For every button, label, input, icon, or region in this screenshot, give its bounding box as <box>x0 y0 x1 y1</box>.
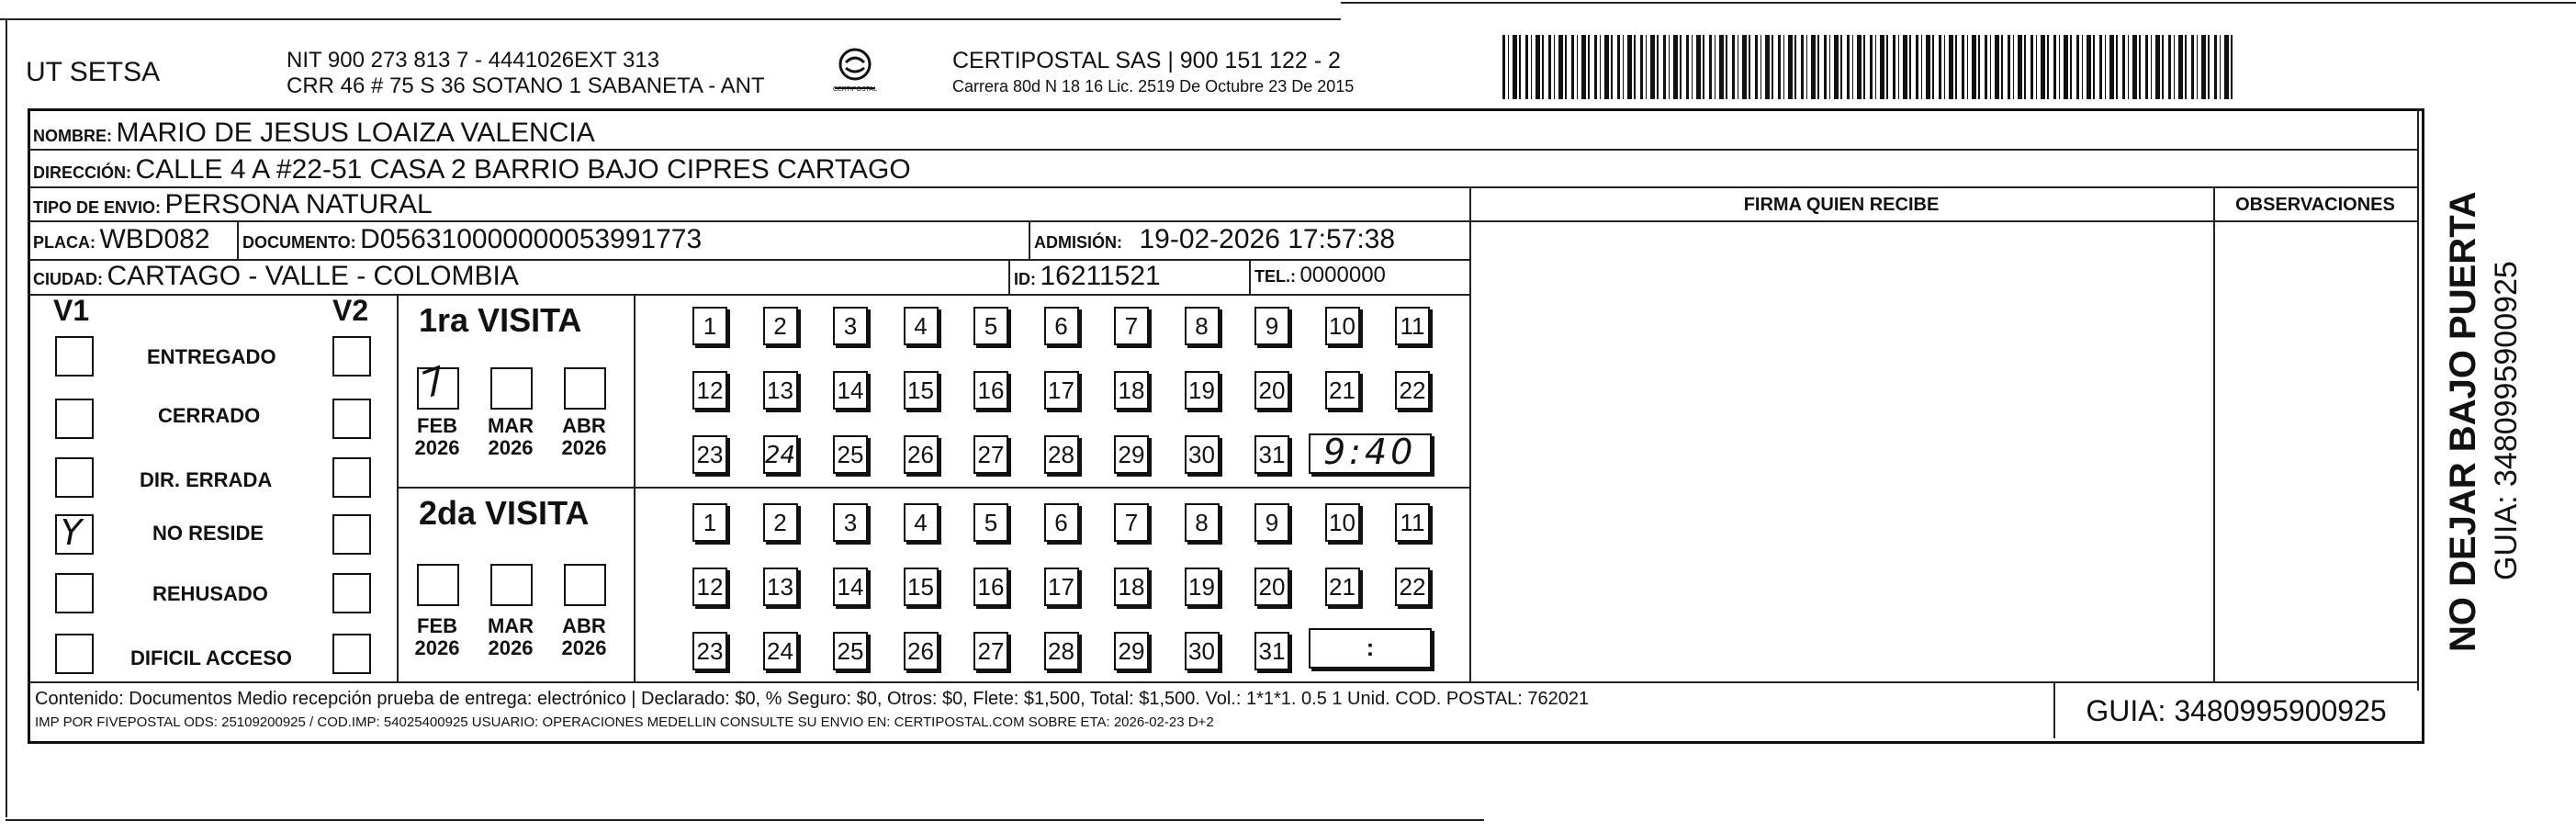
visit1-month-feb-label: FEB <box>417 414 457 437</box>
admision-divider <box>1029 220 1030 259</box>
visit2-day-17[interactable]: 17 <box>1044 568 1079 606</box>
address-line: CRR 46 # 75 S 36 SOTANO 1 SABANETA - ANT <box>287 73 765 98</box>
tipo-value: PERSONA NATURAL <box>164 189 433 219</box>
visit1-day-7[interactable]: 7 <box>1114 307 1149 345</box>
visit2-month-feb <box>410 615 465 659</box>
certipostal-logo <box>831 44 879 101</box>
visit2-day-18[interactable]: 18 <box>1114 568 1149 606</box>
visit1-day-8[interactable]: 8 <box>1185 307 1220 345</box>
row-line-footer <box>28 681 2419 683</box>
placa-label: PLACA: <box>33 233 96 252</box>
top-border-right <box>1341 2 2576 4</box>
visit2-day-2[interactable]: 2 <box>763 503 798 542</box>
visit1-abr-box[interactable] <box>564 367 606 410</box>
visit2-month-abr-label: ABR <box>562 614 606 637</box>
visit2-day-27[interactable]: 27 <box>973 632 1008 670</box>
admision-value: 19-02-2026 17:57:38 <box>1139 224 1396 254</box>
status-entregado: ENTREGADO <box>147 345 276 368</box>
obs-left-line <box>2213 186 2215 681</box>
visit2-day-5[interactable]: 5 <box>973 503 1008 542</box>
visit2-day-9[interactable]: 9 <box>1254 503 1289 542</box>
nombre-label: NOMBRE: <box>33 127 112 145</box>
id-cell <box>1014 261 1161 292</box>
v1-dir-errada-checkbox[interactable] <box>55 457 94 498</box>
visit1-year-abr: 2026 <box>561 436 607 459</box>
visit1-day-18[interactable]: 18 <box>1114 371 1149 410</box>
visit1-month-mar <box>483 415 538 459</box>
visit2-day-28[interactable]: 28 <box>1044 632 1079 670</box>
visit2-day-21[interactable]: 21 <box>1325 568 1360 606</box>
visit2-day-22[interactable]: 22 <box>1395 568 1430 606</box>
visit1-day-2[interactable]: 2 <box>763 307 798 345</box>
ciudad-value: CARTAGO - VALLE - COLOMBIA <box>107 261 519 291</box>
documento-cell <box>242 224 702 255</box>
row-line-5 <box>28 294 1469 296</box>
visit2-day-15[interactable]: 15 <box>904 568 939 606</box>
visit2-time-box[interactable] <box>1309 628 1432 669</box>
visit1-day-15[interactable]: 15 <box>904 371 939 410</box>
top-border <box>0 18 1341 20</box>
visit2-day-23[interactable]: 23 <box>692 632 727 670</box>
company-name: UT SETSA <box>26 57 161 87</box>
visit2-month-mar-label: MAR <box>487 614 534 637</box>
visit2-month-abr <box>557 615 612 659</box>
visit1-title: 1ra VISITA <box>419 301 582 339</box>
visit1-day-30[interactable]: 30 <box>1185 435 1220 474</box>
visit1-day-21[interactable]: 21 <box>1325 371 1360 410</box>
visit2-abr-box[interactable] <box>564 564 606 606</box>
placa-value: WBD082 <box>99 224 210 254</box>
visit2-day-13[interactable]: 13 <box>763 568 798 606</box>
logo-text: CERTIPOSTAL <box>833 86 877 93</box>
visit1-feb-box[interactable] <box>415 359 459 410</box>
visit1-month-feb <box>410 415 465 459</box>
no-dejar-bajo-puerta: NO DEJAR BAJO PUERTA <box>2443 191 2483 652</box>
visit2-day-10[interactable]: 10 <box>1325 503 1360 542</box>
visit1-day-9[interactable]: 9 <box>1254 307 1289 345</box>
tel-label: TEL.: <box>1254 267 1296 286</box>
tel-cell <box>1254 263 1386 288</box>
tipo-row <box>33 189 433 220</box>
visit2-day-16[interactable]: 16 <box>973 568 1008 606</box>
visit2-day-11[interactable]: 11 <box>1395 503 1430 542</box>
visit1-day-31[interactable]: 31 <box>1254 435 1289 474</box>
visit2-title: 2da VISITA <box>419 494 590 532</box>
visit2-day-7[interactable]: 7 <box>1114 503 1149 542</box>
tipo-label: TIPO DE ENVIO: <box>33 198 162 217</box>
ciudad-label: CIUDAD: <box>33 270 103 288</box>
v2-rehusado-checkbox[interactable] <box>332 573 371 613</box>
visit1-month-abr-label: ABR <box>562 414 606 437</box>
visit1-feb-mark: 7 <box>415 359 453 407</box>
admision-cell <box>1034 224 1395 255</box>
visit1-month-abr <box>557 415 612 459</box>
direccion-row <box>33 154 911 186</box>
status-cerrado: CERRADO <box>158 404 261 427</box>
visit2-day-1[interactable]: 1 <box>692 503 727 542</box>
visit2-year-feb: 2026 <box>414 636 460 659</box>
visit2-day-12[interactable]: 12 <box>692 568 727 606</box>
visit2-day-14[interactable]: 14 <box>833 568 868 606</box>
visit2-day-26[interactable]: 26 <box>904 632 939 670</box>
nit-line: NIT 900 273 813 7 - 4441026EXT 313 <box>287 48 660 73</box>
tel-value: 0000000 <box>1299 263 1386 287</box>
direccion-value: CALLE 4 A #22-51 CASA 2 BARRIO BAJO CIPRES CARTAGO <box>135 154 911 185</box>
visit2-day-25[interactable]: 25 <box>833 632 868 670</box>
certipostal-line: CERTIPOSTAL SAS | 900 151 122 - 2 <box>952 48 1341 73</box>
direccion-label: DIRECCIÓN: <box>33 163 131 182</box>
row-line-1 <box>28 149 2419 151</box>
contenido-text: Contenido: Documentos Medio recepción prueba de entrega: electrónico | Declarado: $0, % Seguro: $0, Otros: $0, Flete: $1,500, Total: $1,500. Vol.: 1*1*1. 0.5 1 Unid. COD. POSTAL: 762021 <box>35 689 1590 709</box>
tel-divider <box>1249 259 1251 294</box>
visit-split-line <box>397 487 1469 489</box>
visit2-day-31[interactable]: 31 <box>1254 632 1289 670</box>
visit1-day-6[interactable]: 6 <box>1044 307 1079 345</box>
visit1-day-3[interactable]: 3 <box>833 307 868 345</box>
visit1-day-22[interactable]: 22 <box>1395 371 1430 410</box>
v2-entregado-checkbox[interactable] <box>332 336 371 377</box>
v1-rehusado-checkbox[interactable] <box>55 573 94 613</box>
placa-divider <box>237 220 239 259</box>
firma-left-line <box>1469 186 1471 681</box>
bottom-border <box>6 819 1484 821</box>
visit2-month-mar <box>483 615 538 659</box>
visit1-day-25[interactable]: 25 <box>833 435 868 474</box>
visit1-year-feb: 2026 <box>414 436 460 459</box>
row-line-columns <box>1469 220 2419 222</box>
footer-guia: GUIA: 3480995900925 <box>2086 694 2387 727</box>
visit2-day-8[interactable]: 8 <box>1185 503 1220 542</box>
v1-header: V1 <box>53 294 90 327</box>
id-value: 16211521 <box>1040 261 1161 291</box>
visit1-day-14[interactable]: 14 <box>833 371 868 410</box>
visit2-day-19[interactable]: 19 <box>1185 568 1220 606</box>
v2-no-reside-checkbox[interactable] <box>332 514 371 555</box>
id-divider <box>1008 259 1010 294</box>
visit1-day-12[interactable]: 12 <box>692 371 727 410</box>
v1-no-reside-checkbox[interactable] <box>55 514 94 555</box>
nombre-row <box>33 118 595 149</box>
visit2-mar-box[interactable] <box>490 564 533 606</box>
documento-value: D056310000000053991773 <box>360 224 703 254</box>
v1-entregado-checkbox[interactable] <box>55 336 94 377</box>
visit1-day-4[interactable]: 4 <box>904 307 939 345</box>
visit1-day-24[interactable] <box>763 435 798 474</box>
v2-cerrado-checkbox[interactable] <box>332 399 371 439</box>
status-rehusado: REHUSADO <box>152 582 268 605</box>
visit1-day-10[interactable]: 10 <box>1325 307 1360 345</box>
nombre-value: MARIO DE JESUS LOAIZA VALENCIA <box>116 118 595 148</box>
visit1-day-17[interactable]: 17 <box>1044 371 1079 410</box>
v2-header: V2 <box>332 294 369 327</box>
observaciones-header: OBSERVACIONES <box>2235 195 2395 215</box>
status-dir-errada: DIR. ERRADA <box>140 468 273 491</box>
visit1-day-28[interactable]: 28 <box>1044 435 1079 474</box>
v1-cerrado-checkbox[interactable] <box>55 399 94 439</box>
visit1-day-1[interactable]: 1 <box>692 307 727 345</box>
visit1-time-value: 9:40 <box>1323 432 1417 472</box>
placa-cell <box>33 224 210 255</box>
side-guia: GUIA: 3480995900925 <box>2489 261 2524 580</box>
v1-dificil-acceso-checkbox[interactable] <box>55 634 94 674</box>
admision-label: ADMISIÓN: <box>1034 233 1122 252</box>
license-line: Carrera 80d N 18 16 Lic. 2519 De Octubre 23 De 2015 <box>952 77 1355 96</box>
visit1-day-13[interactable]: 13 <box>763 371 798 410</box>
visit2-year-mar: 2026 <box>488 636 534 659</box>
visit2-feb-box[interactable] <box>417 564 459 606</box>
imp-text: IMP POR FIVEPOSTAL ODS: 25109200925 / COD.IMP: 54025400925 USUARIO: OPERACIONES MEDELLIN CONSULTE SU ENVIO EN: CERTIPOSTAL.COM SOBRE ETA: 2026-02-23 D+2 <box>35 714 1214 730</box>
status-no-reside: NO RESIDE <box>152 522 264 545</box>
visit1-day-16[interactable]: 16 <box>973 371 1008 410</box>
visit1-time-box[interactable] <box>1309 433 1432 474</box>
status-dificil-acceso: DIFICIL ACCESO <box>130 646 293 669</box>
id-label: ID: <box>1014 270 1036 288</box>
visit1-mar-box[interactable] <box>490 367 533 410</box>
visit1-day-29[interactable]: 29 <box>1114 435 1149 474</box>
visit1-year-mar: 2026 <box>488 436 534 459</box>
ciudad-cell <box>33 261 519 292</box>
visit2-day-24[interactable]: 24 <box>763 632 798 670</box>
visit2-day-4[interactable]: 4 <box>904 503 939 542</box>
documento-label: DOCUMENTO: <box>242 233 356 252</box>
visit2-day-30[interactable]: 30 <box>1185 632 1220 670</box>
left-border <box>6 18 7 817</box>
visit1-day-27[interactable]: 27 <box>973 435 1008 474</box>
row-line-2 <box>28 186 2419 188</box>
visit1-day24-mark: 24 <box>764 442 796 469</box>
visit2-month-feb-label: FEB <box>417 614 457 637</box>
visit2-day-3[interactable]: 3 <box>833 503 868 542</box>
visit2-day-29[interactable]: 29 <box>1114 632 1149 670</box>
no-reside-mark: Y <box>61 512 83 553</box>
visit1-day-23[interactable]: 23 <box>692 435 727 474</box>
frame-right-line <box>2417 108 2419 691</box>
visit1-day-19[interactable]: 19 <box>1185 371 1220 410</box>
visit2-year-abr: 2026 <box>561 636 607 659</box>
firma-header: FIRMA QUIEN RECIBE <box>1743 195 1940 215</box>
visit1-day-20[interactable]: 20 <box>1254 371 1289 410</box>
visit1-month-mar-label: MAR <box>487 414 534 437</box>
visit1-day-26[interactable]: 26 <box>904 435 939 474</box>
visit2-time-value: : <box>1366 634 1375 661</box>
visit1-day-11[interactable]: 11 <box>1395 307 1430 345</box>
v2-dir-errada-checkbox[interactable] <box>332 457 371 498</box>
v2-dificil-acceso-checkbox[interactable] <box>332 634 371 674</box>
visit1-day-5[interactable]: 5 <box>973 307 1008 345</box>
visit2-day-6[interactable]: 6 <box>1044 503 1079 542</box>
barcode <box>1502 35 2237 99</box>
visit2-day-20[interactable]: 20 <box>1254 568 1289 606</box>
